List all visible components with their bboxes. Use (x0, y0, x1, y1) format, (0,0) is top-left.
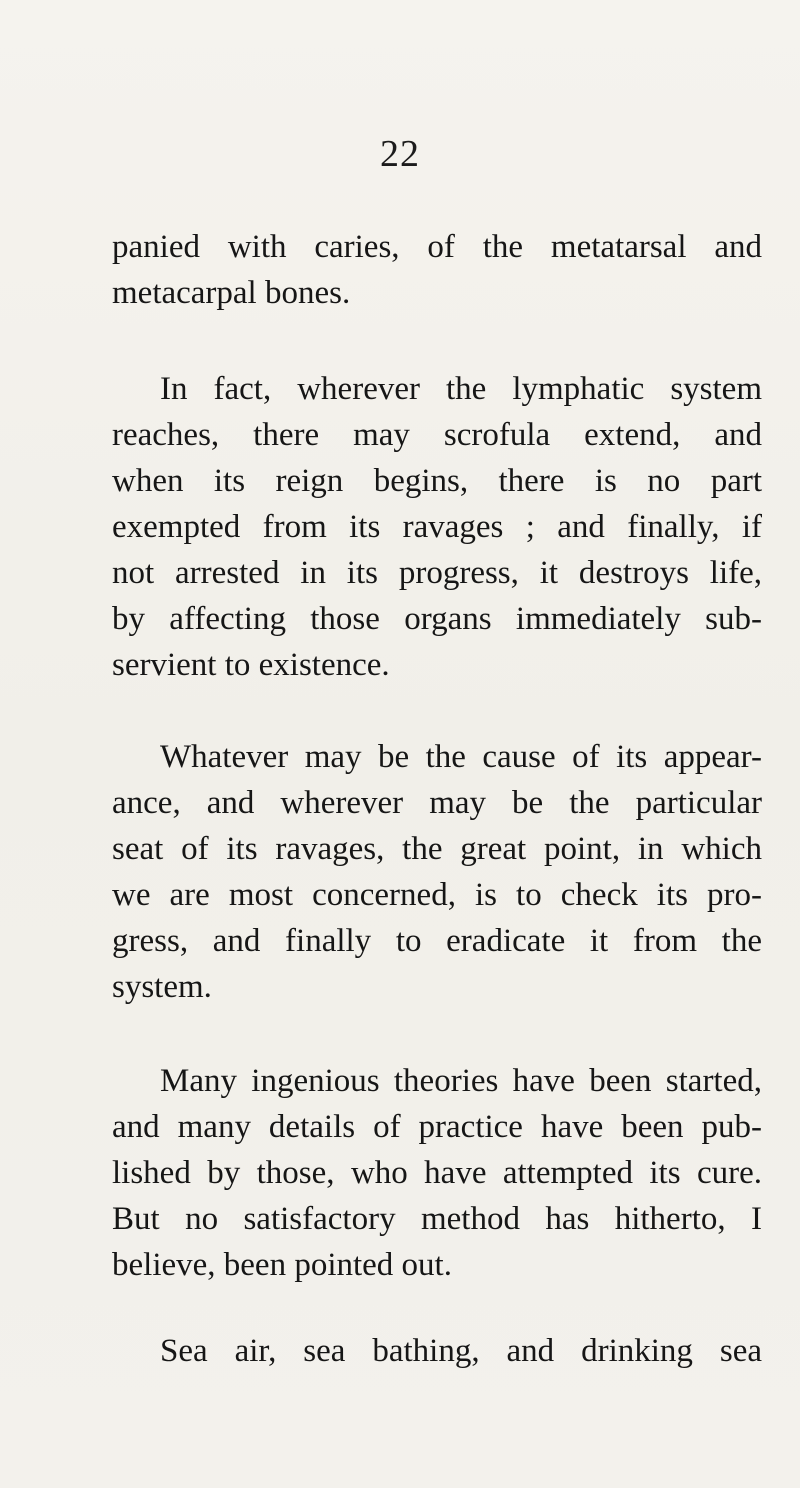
text-line: and many details of practice have been pub- (112, 1109, 762, 1145)
page-number: 22 (380, 133, 420, 175)
text-line: we are most concerned, is to check its pro- (112, 877, 762, 913)
text-line: Whatever may be the cause of its appear- (160, 739, 762, 775)
text-line: gress, and finally to eradicate it from the (112, 923, 762, 959)
text-line: But no satisfactory method has hitherto, I (112, 1201, 762, 1237)
text-line: metacarpal bones. (112, 275, 351, 311)
text-line: Many ingenious theories have been started, (160, 1063, 762, 1099)
text-line: servient to existence. (112, 647, 390, 683)
text-line: believe, been pointed out. (112, 1247, 452, 1283)
text-line: panied with caries, of the metatarsal and (112, 229, 762, 265)
text-line: exempted from its ravages ; and finally, if (112, 509, 762, 545)
text-line: seat of its ravages, the great point, in which (112, 831, 762, 867)
text-line: not arrested in its progress, it destroys life, (112, 555, 762, 591)
paragraph-5 (112, 1328, 762, 1374)
text-line: reaches, there may scrofula extend, and (112, 417, 762, 453)
text-line: In fact, wherever the lymphatic system (160, 371, 762, 407)
text-line: ance, and wherever may be the particular (112, 785, 762, 821)
paragraph-1 (112, 224, 762, 316)
text-line: system. (112, 969, 212, 1005)
paragraph-4 (112, 1058, 762, 1288)
paragraph-2 (112, 366, 762, 688)
text-line: by affecting those organs immediately sub- (112, 601, 762, 637)
text-line: Sea air, sea bathing, and drinking sea (160, 1333, 762, 1369)
paragraph-3 (112, 734, 762, 1010)
text-line: when its reign begins, there is no part (112, 463, 762, 499)
text-line: lished by those, who have attempted its cure. (112, 1155, 762, 1191)
